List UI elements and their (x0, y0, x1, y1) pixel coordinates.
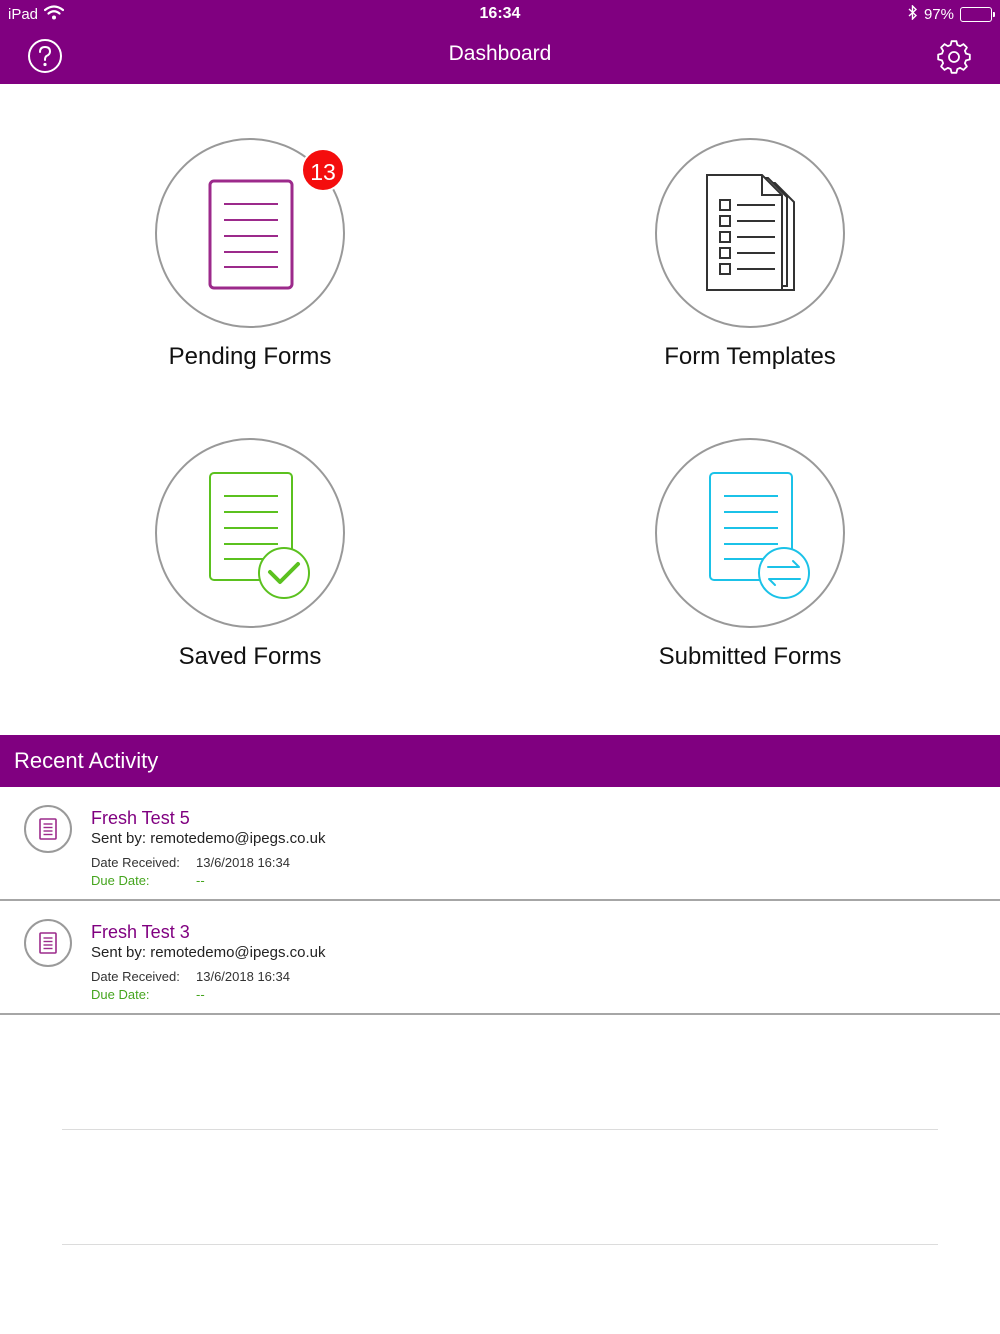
tile-label: Form Templates (664, 343, 836, 370)
bluetooth-icon (908, 5, 918, 24)
tile-pending-forms[interactable] (120, 138, 380, 371)
document-check-icon (157, 440, 347, 630)
empty-row-divider (62, 1129, 938, 1130)
battery-percent: 97% (923, 6, 954, 23)
form-templates-circle (655, 138, 845, 328)
activity-title: Fresh Test 5 (91, 808, 190, 828)
activity-title: Fresh Test 3 (91, 922, 190, 942)
date-received-label: Date Received: (91, 855, 180, 870)
row-divider (0, 1013, 1000, 1015)
gear-outline (938, 41, 970, 73)
submitted-forms-circle (655, 438, 845, 628)
gear-hub (949, 52, 959, 62)
tile-label: Saved Forms (178, 643, 322, 670)
empty-row-divider (62, 1244, 938, 1245)
activity-row-icon-wrap (24, 805, 72, 853)
saved-forms-circle (155, 438, 345, 628)
tile-label: Pending Forms (168, 343, 332, 370)
nav-bar (0, 28, 1000, 84)
due-date-label: Due Date: (91, 873, 150, 888)
document-lines-icon (38, 931, 58, 955)
date-received-value: 13/6/2018 16:34 (196, 855, 290, 870)
pending-count-badge: 13 (301, 148, 345, 192)
gear-icon (935, 38, 973, 76)
activity-row[interactable] (0, 901, 1000, 1015)
activity-row[interactable] (0, 787, 1000, 901)
device-name: iPad (8, 6, 39, 23)
tile-submitted-forms[interactable] (620, 438, 880, 671)
document-transfer-icon (657, 440, 847, 630)
activity-sender: Sent by: remotedemo@ipegs.co.uk (91, 830, 326, 847)
tile-form-templates[interactable] (620, 138, 880, 371)
due-date-value: -- (196, 873, 205, 888)
status-right (908, 5, 992, 24)
checklist-documents-icon (657, 140, 847, 330)
tile-saved-forms[interactable] (120, 438, 380, 671)
battery-icon (960, 7, 992, 22)
date-received-value: 13/6/2018 16:34 (196, 969, 290, 984)
status-bar (0, 0, 1000, 28)
recent-activity-header: Recent Activity (0, 735, 1000, 787)
tile-label: Submitted Forms (658, 643, 842, 670)
status-time: 16:34 (479, 5, 521, 22)
date-received-label: Date Received: (91, 969, 180, 984)
pending-forms-circle (155, 138, 345, 328)
due-date-label: Due Date: (91, 987, 150, 1002)
page-title: Dashboard (448, 42, 552, 65)
due-date-value: -- (196, 987, 205, 1002)
activity-sender: Sent by: remotedemo@ipegs.co.uk (91, 944, 326, 961)
document-lines-icon (38, 817, 58, 841)
settings-button[interactable] (935, 38, 973, 76)
activity-row-icon-wrap (24, 919, 72, 967)
top-bar (0, 0, 1000, 84)
